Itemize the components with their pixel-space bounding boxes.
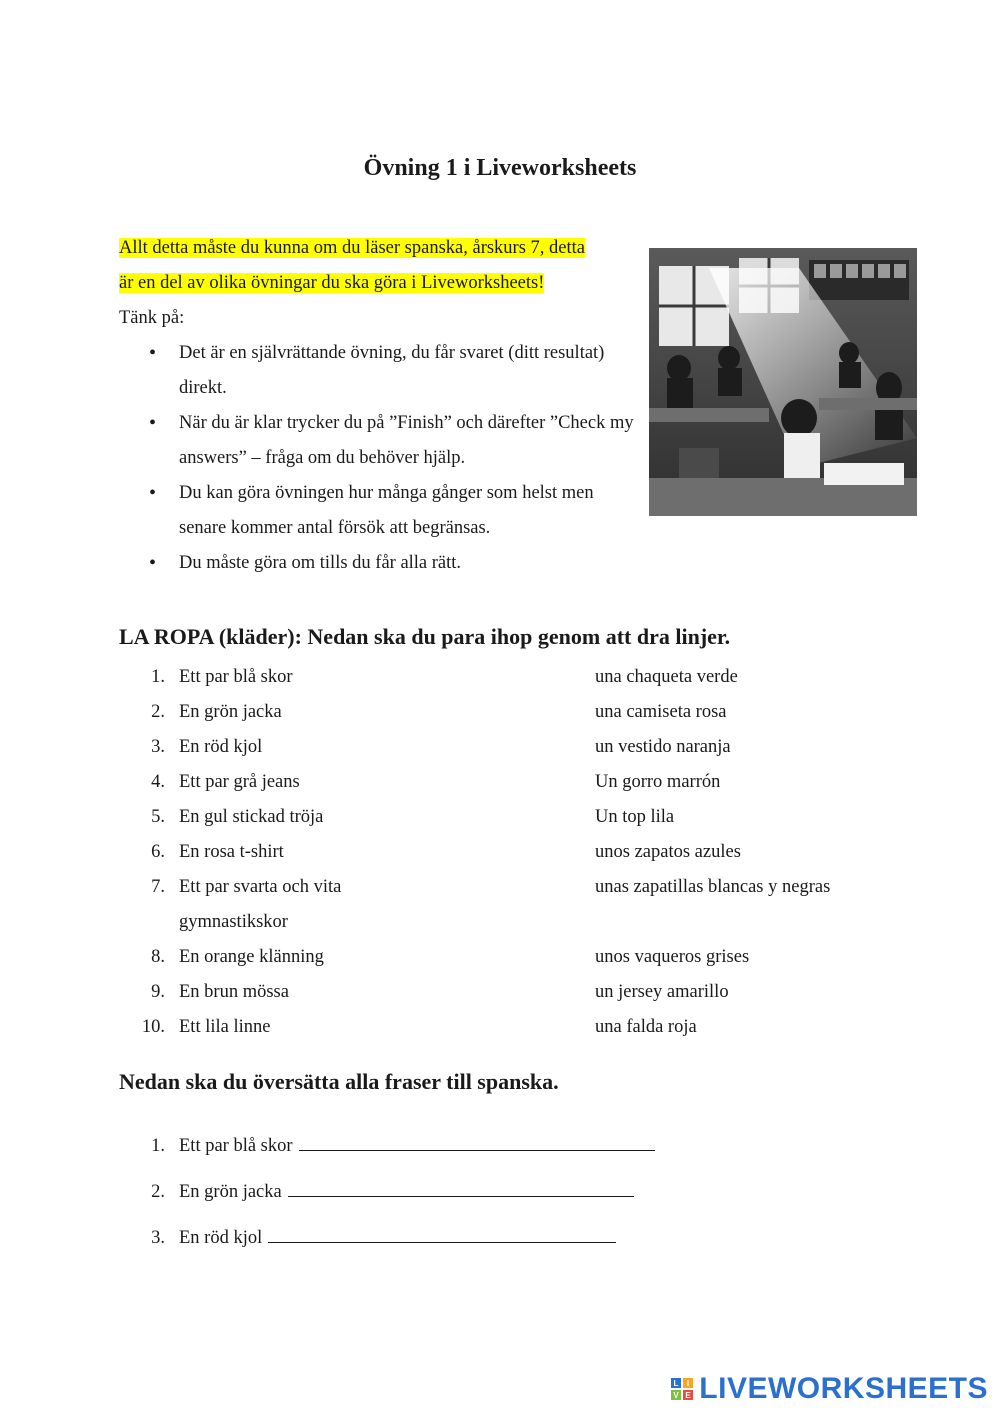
swedish-phrase[interactable]: En gul stickad tröja bbox=[179, 807, 324, 827]
row-number: 10. bbox=[141, 1017, 165, 1037]
translation-item bbox=[119, 1220, 819, 1266]
think-label: Tänk på: bbox=[119, 308, 185, 328]
answer-input[interactable] bbox=[288, 1174, 634, 1197]
row-number: 5. bbox=[151, 807, 165, 827]
row-number: 4. bbox=[151, 772, 165, 792]
matching-row bbox=[119, 1010, 919, 1045]
intro-section bbox=[119, 231, 639, 581]
swedish-phrase[interactable]: Ett par blå skor bbox=[179, 667, 293, 687]
instruction-item: • Du kan göra övningen hur många gånger som helst men senare kommer antal försök att begränsas. bbox=[119, 476, 639, 546]
swedish-phrase[interactable]: En orange klänning bbox=[179, 947, 324, 967]
matching-row bbox=[119, 835, 919, 870]
item-number: 2. bbox=[151, 1182, 165, 1202]
instruction-item: • När du är klar trycker du på ”Finish” och därefter ”Check my answers” – fråga om du behöver hjälp. bbox=[119, 406, 639, 476]
matching-row bbox=[119, 695, 919, 730]
matching-row bbox=[119, 800, 919, 835]
intro-highlight-line: är en del av olika övningar du ska göra i Liveworksheets! bbox=[119, 273, 545, 293]
swedish-phrase[interactable]: En brun mössa bbox=[179, 982, 289, 1002]
row-number: 8. bbox=[151, 947, 165, 967]
item-number: 1. bbox=[151, 1136, 165, 1156]
svg-text:E: E bbox=[685, 1391, 691, 1400]
matching-row bbox=[119, 730, 919, 765]
classroom-illustration bbox=[649, 248, 917, 516]
spanish-phrase[interactable]: una camiseta rosa bbox=[595, 702, 727, 722]
live-letters-icon bbox=[671, 1378, 693, 1400]
answer-input[interactable] bbox=[268, 1220, 616, 1243]
spanish-phrase[interactable]: una chaqueta verde bbox=[595, 667, 738, 687]
classroom-illustration-drawing bbox=[649, 248, 917, 516]
translation-heading: Nedan ska du översätta alla fraser till spanska. bbox=[119, 1069, 559, 1094]
matching-row bbox=[119, 975, 919, 1010]
brand-text: LIVEWORKSHEETS bbox=[699, 1372, 988, 1405]
spanish-phrase[interactable]: Un gorro marrón bbox=[595, 772, 721, 792]
matching-row bbox=[119, 940, 919, 975]
instruction-item: • Du måste göra om tills du får alla rätt. bbox=[119, 546, 639, 581]
spanish-phrase[interactable]: unos zapatos azules bbox=[595, 842, 741, 862]
matching-exercise bbox=[119, 660, 919, 1045]
spanish-phrase[interactable]: un vestido naranja bbox=[595, 737, 731, 757]
matching-row bbox=[119, 765, 919, 800]
swedish-phrase[interactable]: Ett par svarta och vita gymnastikskor bbox=[179, 877, 342, 932]
svg-text:V: V bbox=[673, 1391, 679, 1400]
item-number: 3. bbox=[151, 1228, 165, 1248]
row-number: 6. bbox=[151, 842, 165, 862]
instruction-item: • Det är en självrättande övning, du får svaret (ditt resultat) direkt. bbox=[119, 336, 639, 406]
matching-row bbox=[119, 870, 919, 940]
phrase-text: En grön jacka bbox=[179, 1182, 282, 1202]
translation-item bbox=[119, 1174, 819, 1220]
answer-input[interactable] bbox=[299, 1128, 655, 1151]
phrase-text: En röd kjol bbox=[179, 1228, 263, 1248]
swedish-phrase[interactable]: Ett lila linne bbox=[179, 1017, 271, 1037]
matching-heading: LA ROPA (kläder): Nedan ska du para ihop genom att dra linjer. bbox=[119, 624, 731, 649]
instruction-list bbox=[119, 336, 639, 581]
swedish-phrase[interactable]: Ett par grå jeans bbox=[179, 772, 300, 792]
svg-text:I: I bbox=[687, 1379, 690, 1388]
page-title: Övning 1 i Liveworksheets bbox=[363, 155, 637, 181]
swedish-phrase[interactable]: En rosa t-shirt bbox=[179, 842, 284, 862]
phrase-text: Ett par blå skor bbox=[179, 1136, 293, 1156]
row-number: 2. bbox=[151, 702, 165, 722]
spanish-phrase[interactable]: Un top lila bbox=[595, 807, 675, 827]
spanish-phrase[interactable]: unos vaqueros grises bbox=[595, 947, 750, 967]
svg-text:L: L bbox=[673, 1379, 679, 1388]
row-number: 3. bbox=[151, 737, 165, 757]
swedish-phrase[interactable]: En grön jacka bbox=[179, 702, 282, 722]
matching-row bbox=[119, 660, 919, 695]
spanish-phrase[interactable]: una falda roja bbox=[595, 1017, 697, 1037]
spanish-phrase[interactable]: un jersey amarillo bbox=[595, 982, 729, 1002]
row-number: 7. bbox=[151, 877, 165, 897]
spanish-phrase[interactable]: unas zapatillas blancas y negras bbox=[595, 877, 831, 897]
row-number: 1. bbox=[151, 667, 165, 687]
translation-exercise bbox=[119, 1128, 819, 1266]
translation-item bbox=[119, 1128, 819, 1174]
liveworksheets-logo bbox=[671, 1374, 988, 1404]
swedish-phrase[interactable]: En röd kjol bbox=[179, 737, 263, 757]
intro-highlight-line: Allt detta måste du kunna om du läser spanska, årskurs 7, detta bbox=[119, 238, 585, 258]
row-number: 9. bbox=[151, 982, 165, 1002]
